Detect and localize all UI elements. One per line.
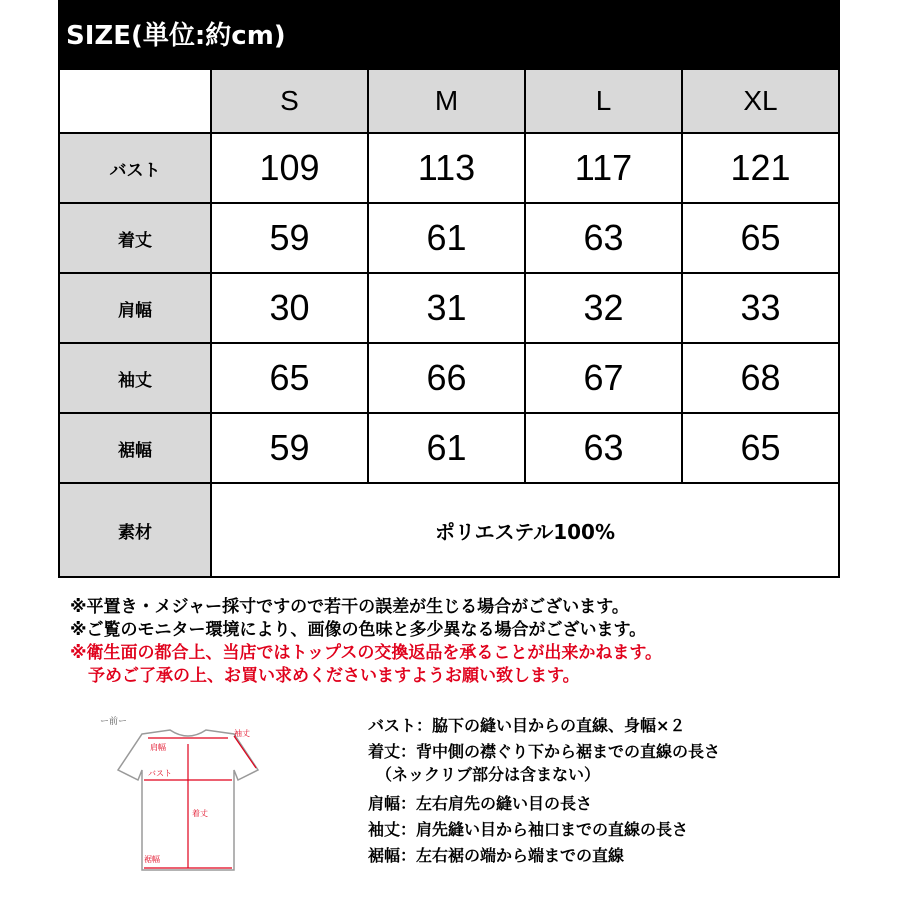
- size-header-l: L: [524, 70, 681, 132]
- size-table-title: SIZE(単位:約cm): [60, 2, 838, 70]
- table-cell: 33: [681, 274, 838, 342]
- definition-hem: 裾幅：左右裾の端から端までの直線: [368, 846, 625, 865]
- table-cell: 59: [210, 414, 367, 482]
- diagram-label-bust: バスト: [148, 769, 172, 778]
- note-acknowledge: 予めご了承の上、お買い求めくださいますようお願い致します。: [88, 666, 580, 686]
- row-label-bust: バスト: [60, 134, 210, 202]
- size-header-s: S: [210, 70, 367, 132]
- table-cell: 61: [367, 414, 524, 482]
- table-cell: 121: [681, 134, 838, 202]
- note-monitor: ※ご覧のモニター環境により、画像の色味と多少異なる場合がございます。: [70, 620, 647, 640]
- diagram-label-sleeve: 袖丈: [234, 729, 250, 738]
- front-label: ー前ー: [100, 717, 128, 727]
- corner-cell: [60, 70, 210, 132]
- table-cell: 67: [524, 344, 681, 412]
- table-cell: 66: [367, 344, 524, 412]
- diagram-label-length: 着丈: [192, 809, 208, 818]
- definition-length-note: （ネックリブ部分は含まない）: [376, 765, 601, 784]
- size-table: [58, 0, 840, 578]
- table-cell: 117: [524, 134, 681, 202]
- table-row: [60, 412, 838, 482]
- table-cell: 63: [524, 204, 681, 272]
- note-measurement: ※平置き・メジャー採寸ですので若干の誤差が生じる場合がございます。: [70, 597, 629, 617]
- table-row: [60, 342, 838, 412]
- definition-bust: バスト：脇下の縫い目からの直線、身幅×２: [368, 716, 686, 735]
- diagram-label-hem: 裾幅: [144, 855, 160, 864]
- table-cell: 61: [367, 204, 524, 272]
- table-cell: 31: [367, 274, 524, 342]
- row-label-material: 素材: [60, 484, 210, 576]
- table-cell: 113: [367, 134, 524, 202]
- size-header-row: [60, 70, 838, 132]
- note-no-returns: ※衛生面の都合上、当店ではトップスの交換返品を承ることが出来かねます。: [70, 643, 662, 663]
- size-header-m: M: [367, 70, 524, 132]
- table-cell: 68: [681, 344, 838, 412]
- diagram-label-shoulder: 肩幅: [150, 743, 166, 752]
- table-cell: 109: [210, 134, 367, 202]
- table-cell: 32: [524, 274, 681, 342]
- row-label-shoulder: 肩幅: [60, 274, 210, 342]
- material-row: [60, 482, 838, 576]
- table-row: [60, 132, 838, 202]
- row-label-sleeve: 袖丈: [60, 344, 210, 412]
- table-cell: 65: [681, 204, 838, 272]
- table-cell: 30: [210, 274, 367, 342]
- table-cell: 59: [210, 204, 367, 272]
- table-cell: 65: [210, 344, 367, 412]
- row-label-length: 着丈: [60, 204, 210, 272]
- definition-length: 着丈：背中側の襟ぐり下から裾までの直線の長さ: [368, 742, 721, 761]
- table-cell: 63: [524, 414, 681, 482]
- tshirt-diagram: [88, 712, 288, 882]
- table-row: [60, 272, 838, 342]
- definition-shoulder: 肩幅：左右肩先の縫い目の長さ: [368, 794, 593, 813]
- measurement-definitions: [368, 714, 888, 870]
- tshirt-icon: [88, 712, 288, 882]
- table-row: [60, 202, 838, 272]
- notes: [70, 596, 830, 688]
- table-cell: 65: [681, 414, 838, 482]
- material-value: ポリエステル100%: [210, 484, 838, 576]
- size-header-xl: XL: [681, 70, 838, 132]
- definition-sleeve: 袖丈：肩先縫い目から袖口までの直線の長さ: [368, 820, 689, 839]
- row-label-hem: 裾幅: [60, 414, 210, 482]
